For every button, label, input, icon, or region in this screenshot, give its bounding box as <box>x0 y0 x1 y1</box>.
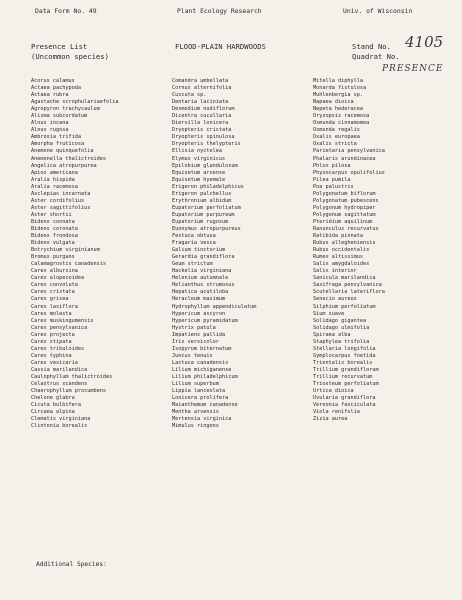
species-item: Spiraea alba <box>313 331 351 338</box>
stand-label: Stand No. <box>352 42 391 51</box>
species-item: Dryopteris spinulosa <box>172 134 235 141</box>
species-item: Helenium autumnale <box>172 275 229 282</box>
species-item: Pilea pumila <box>313 176 351 183</box>
species-item: Mimulus ringens <box>172 423 219 430</box>
species-item: Hydrophyllum appendiculatum <box>172 303 257 310</box>
species-item: Bidens frondosa <box>31 233 78 240</box>
species-item: Aster sagittifolius <box>31 204 91 211</box>
species-item: Desmodium nudiflorum <box>172 106 235 113</box>
species-item: Cuscuta sp. <box>172 92 207 99</box>
species-item: Dryopteris cristata <box>172 127 232 134</box>
species-item: Hackelia virginiana <box>172 268 232 275</box>
species-item: Juncus tenuis <box>172 352 213 359</box>
species-item: Clematis virginiana <box>31 416 91 423</box>
species-item: Fragaria vesca <box>172 240 216 247</box>
species-item: Impatiens pallida <box>172 331 226 338</box>
species-item: Saxifraga pensylvanica <box>313 282 382 289</box>
species-item: Actaea pachypoda <box>31 85 81 92</box>
species-item: Mitella diphylla <box>313 78 363 84</box>
species-item: Calamagrostis canadensis <box>31 261 106 268</box>
species-item: Trillium recurvatum <box>313 373 373 380</box>
species-item: Asclepias incarnata <box>31 190 91 197</box>
species-item: Lilium superbum <box>172 381 219 388</box>
stand-number: 4105 <box>405 33 444 51</box>
species-item: Carex pensylvanica <box>31 324 88 331</box>
species-item: Trientalis borealis <box>313 359 373 366</box>
species-item: Lippia lanceolata <box>172 388 226 395</box>
species-item: Uvularia grandiflora <box>313 395 376 402</box>
species-item: Hystrix patula <box>172 324 216 331</box>
species-item: Oxalis europaea <box>313 134 360 141</box>
species-item: Botrychium virginianum <box>31 247 100 254</box>
species-item: Aralia racemosa <box>31 183 78 190</box>
species-item: Dicentra cucullaria <box>172 113 232 120</box>
species-item: Clintonia borealis <box>31 423 88 430</box>
species-item: Lonicera prolifera <box>172 395 229 402</box>
species-item: Apios americana <box>31 169 78 176</box>
species-item: Rubus allegheniensis <box>313 240 376 247</box>
species-item: Chelone glabra <box>31 395 75 402</box>
species-item: Sanicula marilandica <box>313 275 376 282</box>
species-item: Polygonum hydropiper <box>313 204 376 211</box>
species-item: Zizia aurea <box>313 416 348 423</box>
species-item: Anemonella thalictroides <box>31 155 106 162</box>
species-item: Solidago gigantea <box>313 317 367 324</box>
species-item: Silphium perfoliatum <box>313 303 376 310</box>
species-item: Hypericum ascyron <box>172 310 226 317</box>
species-item: Vernonia fasciculata <box>313 402 376 409</box>
species-item: Dentaria laciniata <box>172 99 229 106</box>
species-item: Celastrus scandens <box>31 381 88 388</box>
species-item: Carex cristata <box>31 289 75 296</box>
species-item: Bidens connata <box>31 218 75 225</box>
species-item: Carex stipata <box>31 338 72 345</box>
species-item: Equisetum hyemale <box>172 176 226 183</box>
species-item: Salix amygdaloides <box>313 261 370 268</box>
species-item: Ranunculus recurvatus <box>313 225 379 232</box>
species-item: Hepatica acutiloba <box>172 289 229 296</box>
university: Univ. of Wisconsin <box>343 7 413 15</box>
species-item: Circaea alpina <box>31 409 75 416</box>
species-item: Lilium philadelphicum <box>172 373 238 380</box>
species-item: Erigeron pulchellus <box>172 190 232 197</box>
species-item: Solidago ulmifolia <box>313 324 370 331</box>
species-item: Agropyron trachycaulum <box>31 106 100 113</box>
species-item: Gerardia grandiflora <box>172 254 235 261</box>
species-item: Senecio aureus <box>313 296 357 303</box>
species-item: Carex projecta <box>31 331 75 338</box>
species-item: Aster cordifolius <box>31 197 85 204</box>
additional-species-label: Additional Species: <box>36 561 107 568</box>
species-item: Iris versicolor <box>172 338 219 345</box>
species-item: Lactuca canadensis <box>172 359 229 366</box>
species-column-2 <box>172 78 256 430</box>
species-item: Acorus calamus <box>31 78 75 84</box>
species-item: Agastache scrophulariaefolia <box>31 99 119 106</box>
species-item: Caulophyllum thalictroides <box>31 373 113 380</box>
species-item: Muhlenbergia sp. <box>313 92 363 99</box>
species-item: Eupatorium purpureum <box>172 211 235 218</box>
species-item: Aster shortii <box>31 211 72 218</box>
species-item: Oryzopsis racemosa <box>313 113 370 120</box>
species-column-3 <box>313 78 385 423</box>
species-item: Mertensia virginica <box>172 416 232 423</box>
species-item: Dryopteris thelypteris <box>172 141 241 148</box>
species-item: Carex alopecoidea <box>31 275 85 282</box>
species-item: Erythronium albidum <box>172 197 232 204</box>
species-item: Diervilla lonicera <box>172 120 229 127</box>
species-item: Sium suave <box>313 310 345 317</box>
species-item: Scutellaria lateriflora <box>313 289 385 296</box>
species-column-1 <box>31 78 118 430</box>
species-item: Trillium grandiflorum <box>313 366 379 373</box>
species-item: Bromus purgans <box>31 254 75 261</box>
species-item: Angelica atropurpurea <box>31 162 97 169</box>
species-item: Chaerophyllum procumbens <box>31 388 106 395</box>
species-item: Comandra umbellata <box>172 78 229 84</box>
species-item: Carex muskingumensis <box>31 317 94 324</box>
organization: Plant Ecology Research <box>177 7 262 15</box>
species-item: Isopyrum biternatum <box>172 345 232 352</box>
species-item: Bidens coronata <box>31 225 78 232</box>
species-item: Eupatorium perfoliatum <box>172 204 241 211</box>
species-item: Carex typhina <box>31 352 72 359</box>
species-item: Stellaria longifolia <box>313 345 376 352</box>
species-item: Carex vesicaria <box>31 359 78 366</box>
species-item: Ambrosia trifida <box>31 134 81 141</box>
species-item: Poa palustris <box>313 183 354 190</box>
species-item: Urtica dioica <box>313 388 354 395</box>
species-item: Symplocarpus foetida <box>313 352 376 359</box>
species-item: Napaea dioica <box>313 99 354 106</box>
species-item: Carex grisea <box>31 296 69 303</box>
species-item: Carex laxiflora <box>31 303 78 310</box>
species-item: Phalaris arundinacea <box>313 155 376 162</box>
community-title: FLOOD-PLAIN HARDWOODS <box>175 42 266 51</box>
species-item: Osmunda cinnamomea <box>313 120 370 127</box>
quadrat-value: PRESENCE <box>382 64 444 74</box>
species-item: Cassia marilandica <box>31 366 88 373</box>
species-item: Equisetum arvense <box>172 169 226 176</box>
species-item: Mentha arvensis <box>172 409 219 416</box>
species-item: Alnus incana <box>31 120 69 127</box>
species-item: Rumex altissimus <box>313 254 363 261</box>
species-item: Polygonatum biflorum <box>313 190 376 197</box>
species-item: Elymus virginicus <box>172 155 226 162</box>
species-item: Phlox pilosa <box>313 162 351 169</box>
species-item: Helianthus strumosus <box>172 282 235 289</box>
species-item: Carex molesta <box>31 310 72 317</box>
species-item: Ellisia nyctelea <box>172 148 222 155</box>
species-item: Euonymus atropurpureus <box>172 225 241 232</box>
species-item: Carex albursina <box>31 268 78 275</box>
species-item: Polygonum sagittatum <box>313 211 376 218</box>
species-item: Salix interior <box>313 268 357 275</box>
species-item: Epilobium glandulosum <box>172 162 238 169</box>
species-item: Alnus rugosa <box>31 127 69 134</box>
form-number: Data Form No. 49 <box>35 7 97 15</box>
quadrat-label: Quadrat No. <box>352 52 400 61</box>
species-item: Bidens vulgata <box>31 240 75 247</box>
species-item: Anemone quinquefolia <box>31 148 94 155</box>
species-item: Viola renifolia <box>313 409 360 416</box>
species-item: Amorpha fruticosa <box>31 141 85 148</box>
species-item: Rubus occidentalis <box>313 247 370 254</box>
species-item: Nepeta hederacea <box>313 106 363 113</box>
species-item: Aralia hispida <box>31 176 75 183</box>
species-item: Erigeron philadelphicus <box>172 183 244 190</box>
list-title: Presence List <box>31 42 88 51</box>
species-item: Physocarpus opulifolius <box>313 169 385 176</box>
species-item: Pteridium aquilinum <box>313 218 373 225</box>
species-item: Osmunda regalis <box>313 127 360 134</box>
species-item: Alisma subcordatum <box>31 113 88 120</box>
species-item: Carex convoluta <box>31 282 78 289</box>
species-item: Maianthemum canadense <box>172 402 238 409</box>
species-item: Staphylea trifolia <box>313 338 370 345</box>
species-item: Galium tinctorium <box>172 247 226 254</box>
species-item: Hypericum pyramidatum <box>172 317 238 324</box>
species-item: Festuca obtusa <box>172 233 216 240</box>
species-item: Actaea rubra <box>31 92 69 99</box>
species-item: Cornus alternifolia <box>172 85 232 92</box>
species-item: Triosteum perfoliatum <box>313 381 379 388</box>
species-item: Cicuta bulbifera <box>31 402 81 409</box>
species-item: Ratibida pinnata <box>313 233 363 240</box>
species-item: Monarda fistulosa <box>313 85 367 92</box>
species-item: Oxalis stricta <box>313 141 357 148</box>
species-item: Eupatorium rugosum <box>172 218 229 225</box>
species-item: Parietaria pensylvanica <box>313 148 385 155</box>
species-item: Carex tribuloides <box>31 345 85 352</box>
species-item: Geum strictum <box>172 261 213 268</box>
species-item: Lilium michiganense <box>172 366 232 373</box>
species-item: Heracleum maximum <box>172 296 226 303</box>
list-subtitle: (Uncommon species) <box>31 52 109 61</box>
species-item: Polygonatum pubescens <box>313 197 379 204</box>
